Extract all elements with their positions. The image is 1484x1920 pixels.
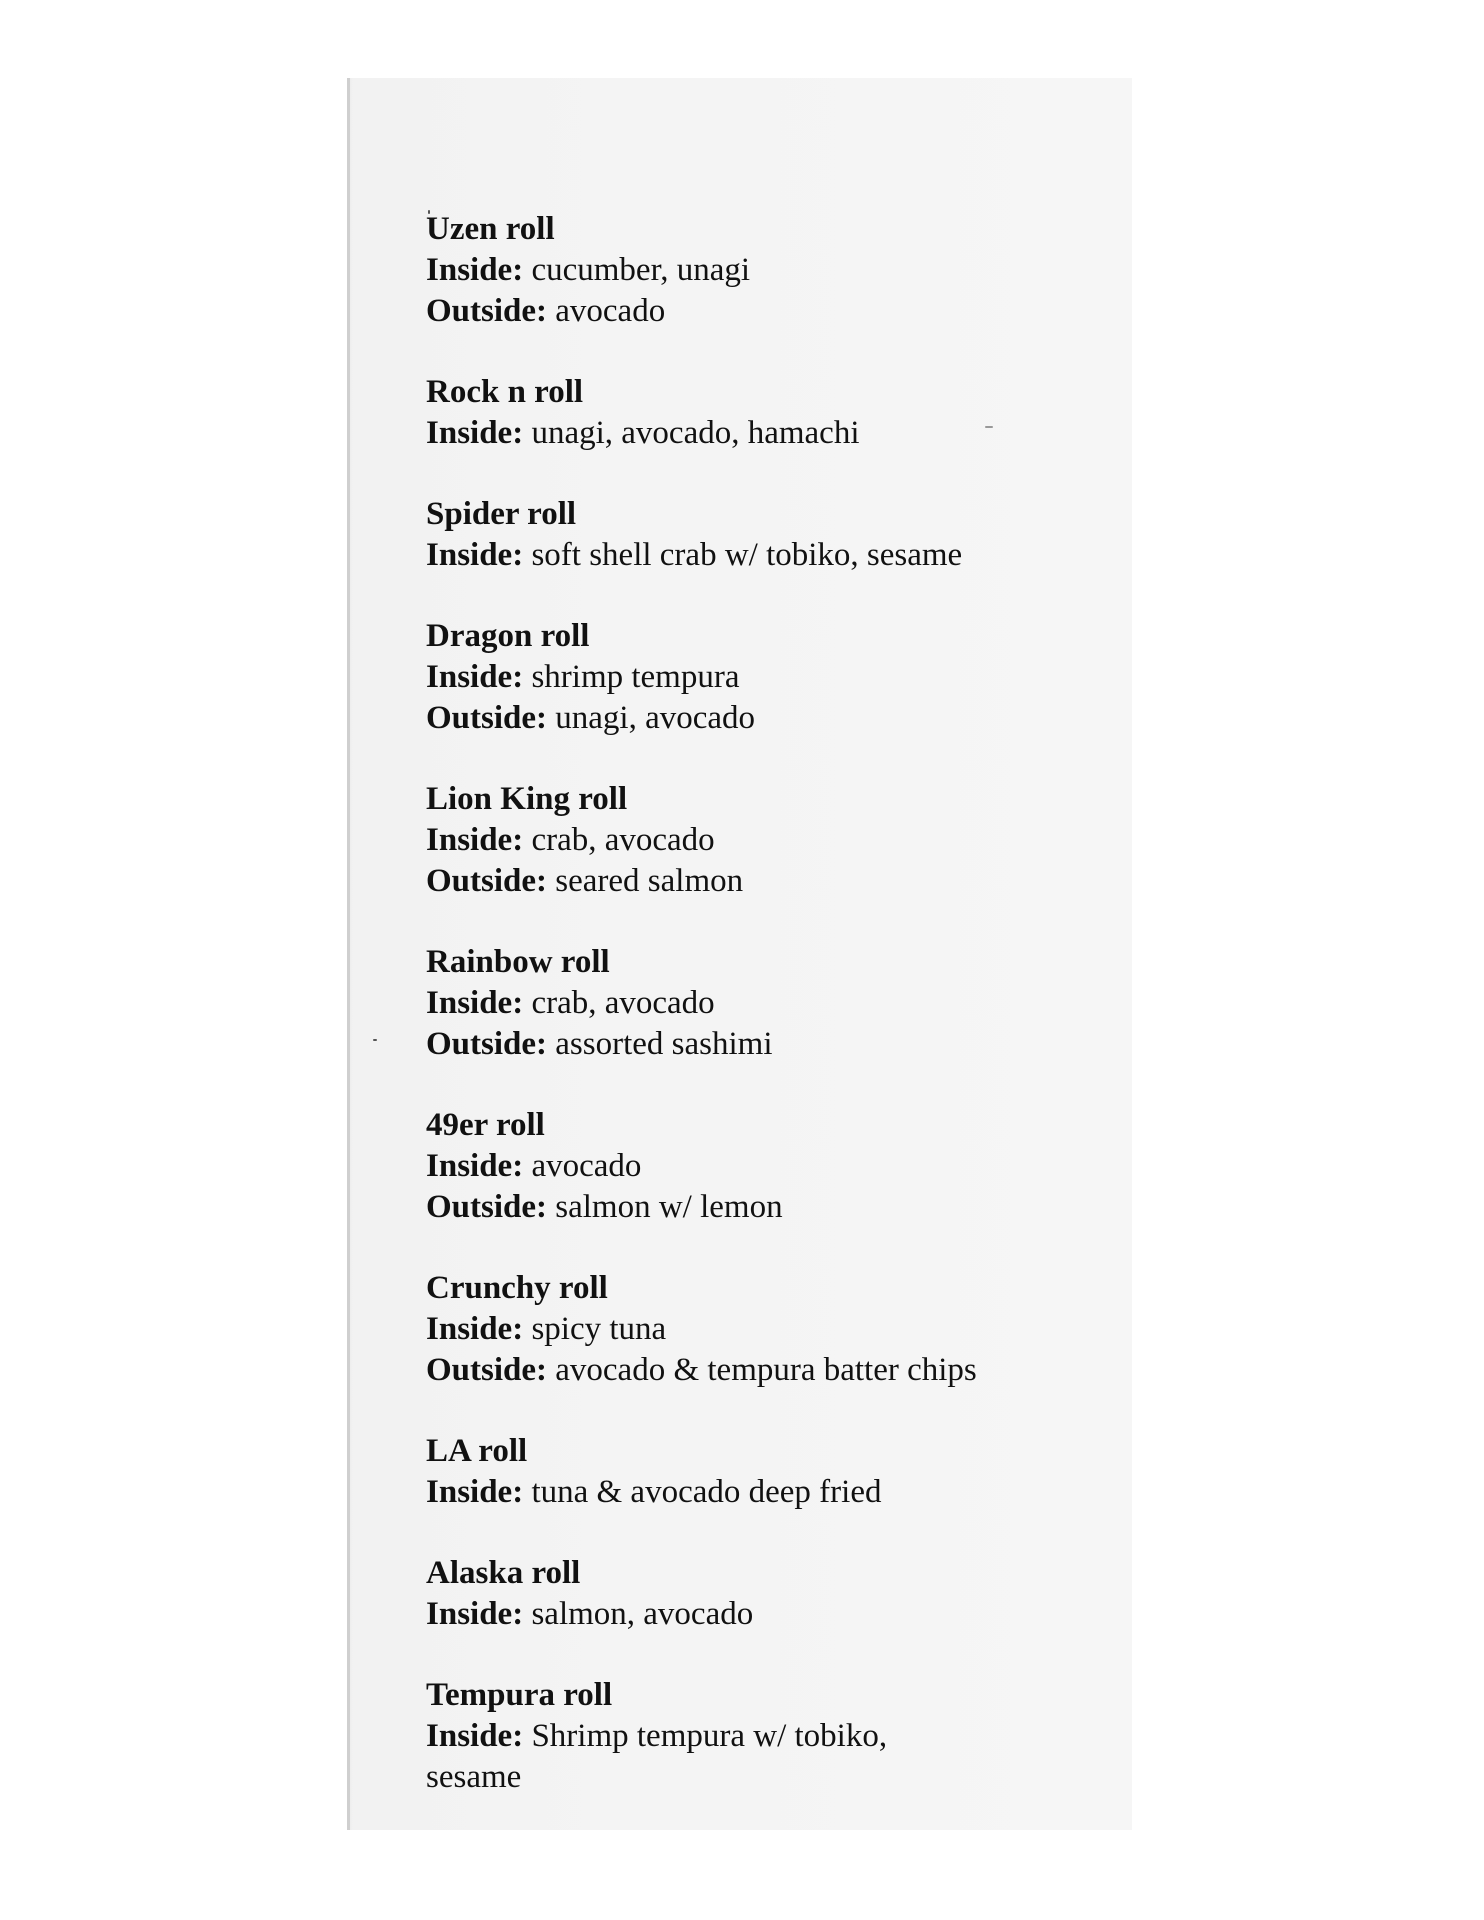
inside-line [426, 535, 1086, 576]
paper-left-edge [347, 78, 350, 1830]
inside-label: Inside: [426, 1718, 524, 1754]
inside-label: Inside: [426, 252, 524, 288]
inside-label: Inside: [426, 822, 524, 858]
roll-name: Rock n roll [426, 374, 584, 410]
menu-item [426, 779, 1086, 902]
outside-ingredients: salmon w/ lemon [555, 1189, 783, 1225]
inside-line [426, 820, 1086, 861]
inside-ingredients: avocado [531, 1148, 642, 1184]
roll-name: LA roll [426, 1433, 528, 1469]
roll-name: Dragon roll [426, 618, 590, 654]
inside-line [426, 1472, 1086, 1513]
menu-item [426, 1675, 1086, 1798]
outside-line [426, 1187, 1086, 1228]
outside-label: Outside: [426, 700, 548, 736]
roll-name: Uzen roll [426, 211, 555, 247]
menu-item [426, 494, 1086, 576]
inside-ingredients: shrimp tempura [531, 659, 740, 695]
roll-name: Lion King roll [426, 781, 628, 817]
inside-ingredients: crab, avocado [531, 822, 715, 858]
outside-label: Outside: [426, 293, 548, 329]
outside-line [426, 861, 1086, 902]
inside-ingredients: cucumber, unagi [531, 252, 751, 288]
inside-ingredients: soft shell crab w/ tobiko, sesame [531, 537, 963, 573]
scan-speck [373, 1039, 377, 1041]
outside-line [426, 291, 1086, 332]
outside-label: Outside: [426, 1189, 548, 1225]
inside-label: Inside: [426, 1148, 524, 1184]
outside-label: Outside: [426, 863, 548, 899]
inside-label: Inside: [426, 985, 524, 1021]
roll-name: Spider roll [426, 496, 577, 532]
inside-line [426, 250, 1086, 291]
inside-ingredients: unagi, avocado, hamachi [531, 415, 860, 451]
outside-ingredients: avocado [555, 293, 666, 329]
menu-item [426, 1431, 1086, 1513]
menu-item [426, 1105, 1086, 1228]
inside-label: Inside: [426, 1311, 524, 1347]
inside-label: Inside: [426, 415, 524, 451]
inside-label: Inside: [426, 537, 524, 573]
roll-name: Crunchy roll [426, 1270, 608, 1306]
inside-label: Inside: [426, 1474, 524, 1510]
outside-ingredients: unagi, avocado [555, 700, 756, 736]
inside-line [426, 983, 1086, 1024]
inside-line [426, 1594, 1086, 1635]
menu-item [426, 1553, 1086, 1635]
inside-label: Inside: [426, 659, 524, 695]
roll-name: Tempura roll [426, 1677, 613, 1713]
inside-line [426, 1716, 986, 1798]
outside-ingredients: assorted sashimi [555, 1026, 773, 1062]
roll-name: 49er roll [426, 1107, 545, 1143]
menu-item [426, 1268, 1086, 1391]
inside-label: Inside: [426, 1596, 524, 1632]
inside-line [426, 657, 1086, 698]
outside-line [426, 1350, 1086, 1391]
outside-line [426, 1024, 1086, 1065]
inside-line [426, 1146, 1086, 1187]
roll-name: Rainbow roll [426, 944, 610, 980]
inside-ingredients: tuna & avocado deep fried [531, 1474, 882, 1510]
roll-menu-list [426, 209, 1086, 1838]
inside-ingredients: spicy tuna [531, 1311, 667, 1347]
menu-item [426, 209, 1086, 332]
outside-ingredients: seared salmon [555, 863, 744, 899]
outside-line [426, 698, 1086, 739]
inside-line [426, 413, 1086, 454]
menu-item [426, 372, 1086, 454]
inside-ingredients: Shrimp tempura w/ tobiko, sesame [426, 1718, 888, 1795]
menu-item [426, 616, 1086, 739]
outside-label: Outside: [426, 1352, 548, 1388]
outside-label: Outside: [426, 1026, 548, 1062]
inside-ingredients: salmon, avocado [531, 1596, 754, 1632]
inside-line [426, 1309, 1086, 1350]
menu-item [426, 942, 1086, 1065]
outside-ingredients: avocado & tempura batter chips [555, 1352, 977, 1388]
roll-name: Alaska roll [426, 1555, 581, 1591]
inside-ingredients: crab, avocado [531, 985, 715, 1021]
